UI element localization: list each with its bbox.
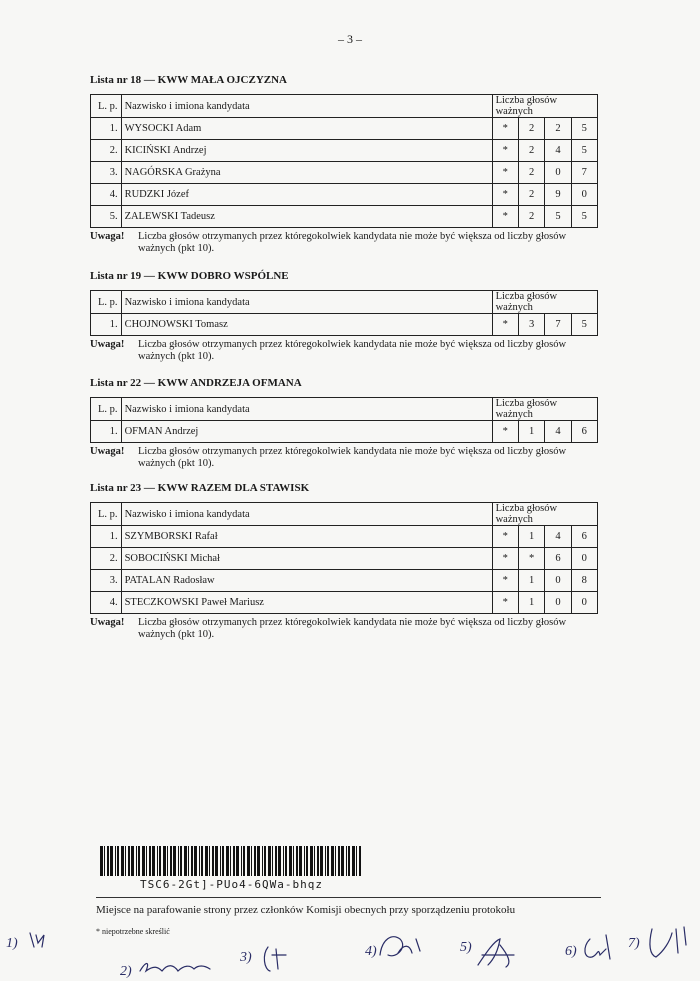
barcode-bar bbox=[115, 846, 116, 876]
vote-digit-cell: 0 bbox=[571, 184, 597, 206]
barcode-bar bbox=[285, 846, 287, 876]
header-lp: L. p. bbox=[91, 398, 122, 421]
signature-1 bbox=[30, 933, 44, 947]
candidate-lp: 3. bbox=[91, 570, 122, 592]
header-name: Nazwisko i imiona kandydata bbox=[121, 398, 492, 421]
barcode-bar bbox=[142, 846, 145, 876]
barcode-bar bbox=[100, 846, 103, 876]
votes-table bbox=[90, 290, 598, 336]
vote-digit-cell: 0 bbox=[545, 162, 571, 184]
barcode-bar bbox=[275, 846, 277, 876]
barcode-bar bbox=[348, 846, 350, 876]
header-name: Nazwisko i imiona kandydata bbox=[121, 95, 492, 118]
header-lp: L. p. bbox=[91, 503, 122, 526]
barcode-bar bbox=[352, 846, 355, 876]
header-votes: Liczba głosów ważnych bbox=[492, 291, 597, 314]
barcode-bar bbox=[209, 846, 210, 876]
barcode-bar bbox=[251, 846, 252, 876]
barcode-bar bbox=[272, 846, 273, 876]
barcode-bar bbox=[320, 846, 323, 876]
barcode-bar bbox=[212, 846, 214, 876]
vote-digit-cell: 5 bbox=[571, 206, 597, 228]
vote-digit-cell: 2 bbox=[545, 118, 571, 140]
barcode-bar bbox=[215, 846, 218, 876]
list-title: Lista nr 18 — KWW MAŁA OJCZYZNA bbox=[90, 74, 288, 86]
candidate-lp: 1. bbox=[91, 421, 122, 443]
barcode-bar bbox=[247, 846, 250, 876]
barcode-bar bbox=[359, 846, 361, 876]
signature-number-3: 3) bbox=[240, 950, 252, 965]
footer-divider bbox=[96, 897, 601, 898]
barcode-bar bbox=[314, 846, 315, 876]
table-row bbox=[91, 421, 598, 443]
signature-6 bbox=[585, 935, 610, 959]
vote-digit-cell: * bbox=[492, 570, 518, 592]
vote-digit-cell: 0 bbox=[571, 548, 597, 570]
vote-digit-cell: 0 bbox=[571, 592, 597, 614]
barcode-bar bbox=[341, 846, 344, 876]
candidate-name: SZYMBORSKI Rafał bbox=[121, 526, 492, 548]
barcode-bar bbox=[191, 846, 193, 876]
barcode-bar bbox=[149, 846, 151, 876]
page-number: – 3 – bbox=[338, 32, 362, 46]
warning-note bbox=[90, 231, 600, 255]
list-19-section bbox=[90, 270, 600, 363]
footer-text: Miejsce na parafowanie strony przez członków Komisji obecnych przy sporządzeniu protokołu bbox=[96, 904, 516, 916]
candidate-lp: 4. bbox=[91, 184, 122, 206]
warning-label: Uwaga! bbox=[90, 339, 125, 350]
barcode-bar bbox=[331, 846, 334, 876]
vote-digit-cell: 2 bbox=[518, 206, 544, 228]
vote-digit-cell: 8 bbox=[571, 570, 597, 592]
vote-digit-cell: * bbox=[492, 184, 518, 206]
header-votes: Liczba głosów ważnych bbox=[492, 398, 597, 421]
vote-digit-cell: 1 bbox=[518, 526, 544, 548]
table-header-row bbox=[91, 95, 598, 118]
warning-note bbox=[90, 446, 600, 470]
barcode-bar bbox=[236, 846, 239, 876]
barcode-bar bbox=[146, 846, 147, 876]
signature-number-4: 4) bbox=[365, 944, 377, 959]
votes-table bbox=[90, 502, 598, 614]
barcode-bar bbox=[335, 846, 336, 876]
vote-digit-cell: * bbox=[492, 421, 518, 443]
vote-digit-cell: * bbox=[492, 162, 518, 184]
barcode-bar bbox=[243, 846, 245, 876]
signature-4 bbox=[380, 937, 420, 956]
barcode-bar bbox=[346, 846, 347, 876]
barcode-bar bbox=[152, 846, 155, 876]
vote-digit-cell: * bbox=[492, 548, 518, 570]
barcode-bar bbox=[173, 846, 176, 876]
signature-number-5: 5) bbox=[460, 940, 472, 955]
warning-text: Liczba głosów otrzymanych przez któregokolwiek kandydata nie może być większa od liczby głosów ważnych (pkt 10). bbox=[138, 446, 567, 469]
table-row bbox=[91, 162, 598, 184]
barcode-bar bbox=[136, 846, 137, 876]
barcode-bar bbox=[125, 846, 126, 876]
barcode-bar bbox=[201, 846, 203, 876]
barcode-bar bbox=[205, 846, 208, 876]
barcode-bar bbox=[194, 846, 197, 876]
candidate-lp: 2. bbox=[91, 140, 122, 162]
candidate-lp: 2. bbox=[91, 548, 122, 570]
barcode-bar bbox=[110, 846, 113, 876]
table-row bbox=[91, 314, 598, 336]
table-header-row bbox=[91, 398, 598, 421]
barcode-bar bbox=[163, 846, 166, 876]
barcode-bar bbox=[159, 846, 161, 876]
barcode-bar bbox=[199, 846, 200, 876]
table-row bbox=[91, 526, 598, 548]
table-row bbox=[91, 184, 598, 206]
barcode-bar bbox=[283, 846, 284, 876]
barcode-bar bbox=[222, 846, 224, 876]
votes-table bbox=[90, 397, 598, 443]
signature-number-6: 6) bbox=[565, 944, 577, 959]
barcode-bar bbox=[327, 846, 329, 876]
signature-2 bbox=[140, 964, 210, 972]
vote-digit-cell: 7 bbox=[545, 314, 571, 336]
vote-digit-cell: 1 bbox=[518, 592, 544, 614]
table-header-row bbox=[91, 503, 598, 526]
barcode bbox=[100, 846, 362, 876]
barcode-bar bbox=[117, 846, 119, 876]
warning-text: Liczba głosów otrzymanych przez któregokolwiek kandydata nie może być większa od liczby głosów ważnych (pkt 10). bbox=[138, 231, 567, 254]
candidate-name: ZALEWSKI Tadeusz bbox=[121, 206, 492, 228]
barcode-bar bbox=[296, 846, 298, 876]
warning-note bbox=[90, 339, 600, 363]
warning-text: Liczba głosów otrzymanych przez któregokolwiek kandydata nie może być większa od liczby głosów ważnych (pkt 10). bbox=[138, 339, 567, 362]
signature-3 bbox=[264, 947, 286, 971]
table-row bbox=[91, 548, 598, 570]
signature-number-2: 2) bbox=[120, 964, 132, 979]
table-row bbox=[91, 206, 598, 228]
signatures-area bbox=[0, 925, 700, 981]
barcode-bar bbox=[317, 846, 319, 876]
vote-digit-cell: 6 bbox=[545, 548, 571, 570]
barcode-bar bbox=[180, 846, 182, 876]
table-row bbox=[91, 570, 598, 592]
table-header-row bbox=[91, 291, 598, 314]
barcode-bar bbox=[338, 846, 340, 876]
list-18-section bbox=[90, 74, 600, 255]
vote-digit-cell: 6 bbox=[571, 526, 597, 548]
signature-7 bbox=[650, 927, 686, 957]
barcode-bar bbox=[226, 846, 229, 876]
barcode-bar bbox=[170, 846, 172, 876]
signature-number-1: 1) bbox=[6, 936, 18, 951]
list-title: Lista nr 22 — KWW ANDRZEJA OFMANA bbox=[90, 377, 302, 389]
header-votes: Liczba głosów ważnych bbox=[492, 95, 597, 118]
candidate-lp: 5. bbox=[91, 206, 122, 228]
barcode-bar bbox=[178, 846, 179, 876]
warning-label: Uwaga! bbox=[90, 231, 125, 242]
table-row bbox=[91, 118, 598, 140]
barcode-bar bbox=[304, 846, 305, 876]
signature-number-7: 7) bbox=[628, 936, 640, 951]
list-title: Lista nr 23 — KWW RAZEM DLA STAWISK bbox=[90, 482, 310, 494]
list-22-section bbox=[90, 377, 600, 470]
candidate-lp: 3. bbox=[91, 162, 122, 184]
candidate-name: SOBOCIŃSKI Michał bbox=[121, 548, 492, 570]
barcode-bar bbox=[167, 846, 168, 876]
barcode-bar bbox=[220, 846, 221, 876]
vote-digit-cell: * bbox=[492, 206, 518, 228]
vote-digit-cell: 1 bbox=[518, 570, 544, 592]
candidate-name: NAGÓRSKA Grażyna bbox=[121, 162, 492, 184]
barcode-bar bbox=[299, 846, 302, 876]
vote-digit-cell: * bbox=[492, 526, 518, 548]
vote-digit-cell: * bbox=[518, 548, 544, 570]
vote-digit-cell: 2 bbox=[518, 118, 544, 140]
barcode-bar bbox=[107, 846, 109, 876]
header-name: Nazwisko i imiona kandydata bbox=[121, 291, 492, 314]
vote-digit-cell: 7 bbox=[571, 162, 597, 184]
candidate-lp: 4. bbox=[91, 592, 122, 614]
header-votes: Liczba głosów ważnych bbox=[492, 503, 597, 526]
candidate-lp: 1. bbox=[91, 526, 122, 548]
barcode-bar bbox=[257, 846, 260, 876]
vote-digit-cell: 1 bbox=[518, 421, 544, 443]
vote-digit-cell: 4 bbox=[545, 526, 571, 548]
barcode-bar bbox=[289, 846, 292, 876]
candidate-lp: 1. bbox=[91, 118, 122, 140]
vote-digit-cell: * bbox=[492, 314, 518, 336]
candidate-lp: 1. bbox=[91, 314, 122, 336]
vote-digit-cell: 0 bbox=[545, 570, 571, 592]
warning-label: Uwaga! bbox=[90, 446, 125, 457]
barcode-bar bbox=[293, 846, 294, 876]
barcode-bar bbox=[268, 846, 271, 876]
barcode-bar bbox=[254, 846, 256, 876]
votes-table bbox=[90, 94, 598, 228]
header-lp: L. p. bbox=[91, 291, 122, 314]
vote-digit-cell: 6 bbox=[571, 421, 597, 443]
barcode-bar bbox=[241, 846, 242, 876]
warning-note bbox=[90, 617, 600, 641]
candidate-name: STECZKOWSKI Paweł Mariusz bbox=[121, 592, 492, 614]
barcode-bar bbox=[325, 846, 326, 876]
candidate-name: OFMAN Andrzej bbox=[121, 421, 492, 443]
barcode-bar bbox=[233, 846, 235, 876]
barcode-bar bbox=[128, 846, 130, 876]
barcode-bar bbox=[230, 846, 231, 876]
table-row bbox=[91, 592, 598, 614]
vote-digit-cell: 9 bbox=[545, 184, 571, 206]
barcode-bar bbox=[104, 846, 105, 876]
barcode-bar bbox=[264, 846, 266, 876]
barcode-bar bbox=[121, 846, 124, 876]
barcode-bar bbox=[188, 846, 189, 876]
vote-digit-cell: 4 bbox=[545, 421, 571, 443]
barcode-bar bbox=[184, 846, 187, 876]
barcode-bar bbox=[262, 846, 263, 876]
table-row bbox=[91, 140, 598, 162]
candidate-name: CHOJNOWSKI Tomasz bbox=[121, 314, 492, 336]
candidate-name: WYSOCKI Adam bbox=[121, 118, 492, 140]
vote-digit-cell: * bbox=[492, 140, 518, 162]
footnote: * niepotrzebne skreślić bbox=[96, 927, 170, 936]
vote-digit-cell: * bbox=[492, 118, 518, 140]
vote-digit-cell: 5 bbox=[571, 314, 597, 336]
list-23-section bbox=[90, 482, 600, 641]
signature-5 bbox=[478, 939, 514, 967]
candidate-name: KICIŃSKI Andrzej bbox=[121, 140, 492, 162]
vote-digit-cell: * bbox=[492, 592, 518, 614]
barcode-bar bbox=[278, 846, 281, 876]
vote-digit-cell: 5 bbox=[571, 140, 597, 162]
candidate-name: RUDZKI Józef bbox=[121, 184, 492, 206]
vote-digit-cell: 5 bbox=[545, 206, 571, 228]
barcode-bar bbox=[157, 846, 158, 876]
vote-digit-cell: 4 bbox=[545, 140, 571, 162]
barcode-bar bbox=[306, 846, 308, 876]
list-title: Lista nr 19 — KWW DOBRO WSPÓLNE bbox=[90, 270, 289, 282]
barcode-bar bbox=[310, 846, 313, 876]
barcode-bar bbox=[356, 846, 357, 876]
warning-text: Liczba głosów otrzymanych przez któregokolwiek kandydata nie może być większa od liczby głosów ważnych (pkt 10). bbox=[138, 617, 567, 640]
vote-digit-cell: 5 bbox=[571, 118, 597, 140]
warning-label: Uwaga! bbox=[90, 617, 125, 628]
barcode-bar bbox=[138, 846, 140, 876]
barcode-text: TSC6-2Gt]-PUo4-6QWa-bhqz bbox=[140, 878, 323, 891]
vote-digit-cell: 2 bbox=[518, 162, 544, 184]
vote-digit-cell: 3 bbox=[518, 314, 544, 336]
vote-digit-cell: 2 bbox=[518, 140, 544, 162]
header-lp: L. p. bbox=[91, 95, 122, 118]
candidate-name: PATALAN Radosław bbox=[121, 570, 492, 592]
vote-digit-cell: 2 bbox=[518, 184, 544, 206]
header-name: Nazwisko i imiona kandydata bbox=[121, 503, 492, 526]
barcode-bar bbox=[131, 846, 134, 876]
vote-digit-cell: 0 bbox=[545, 592, 571, 614]
